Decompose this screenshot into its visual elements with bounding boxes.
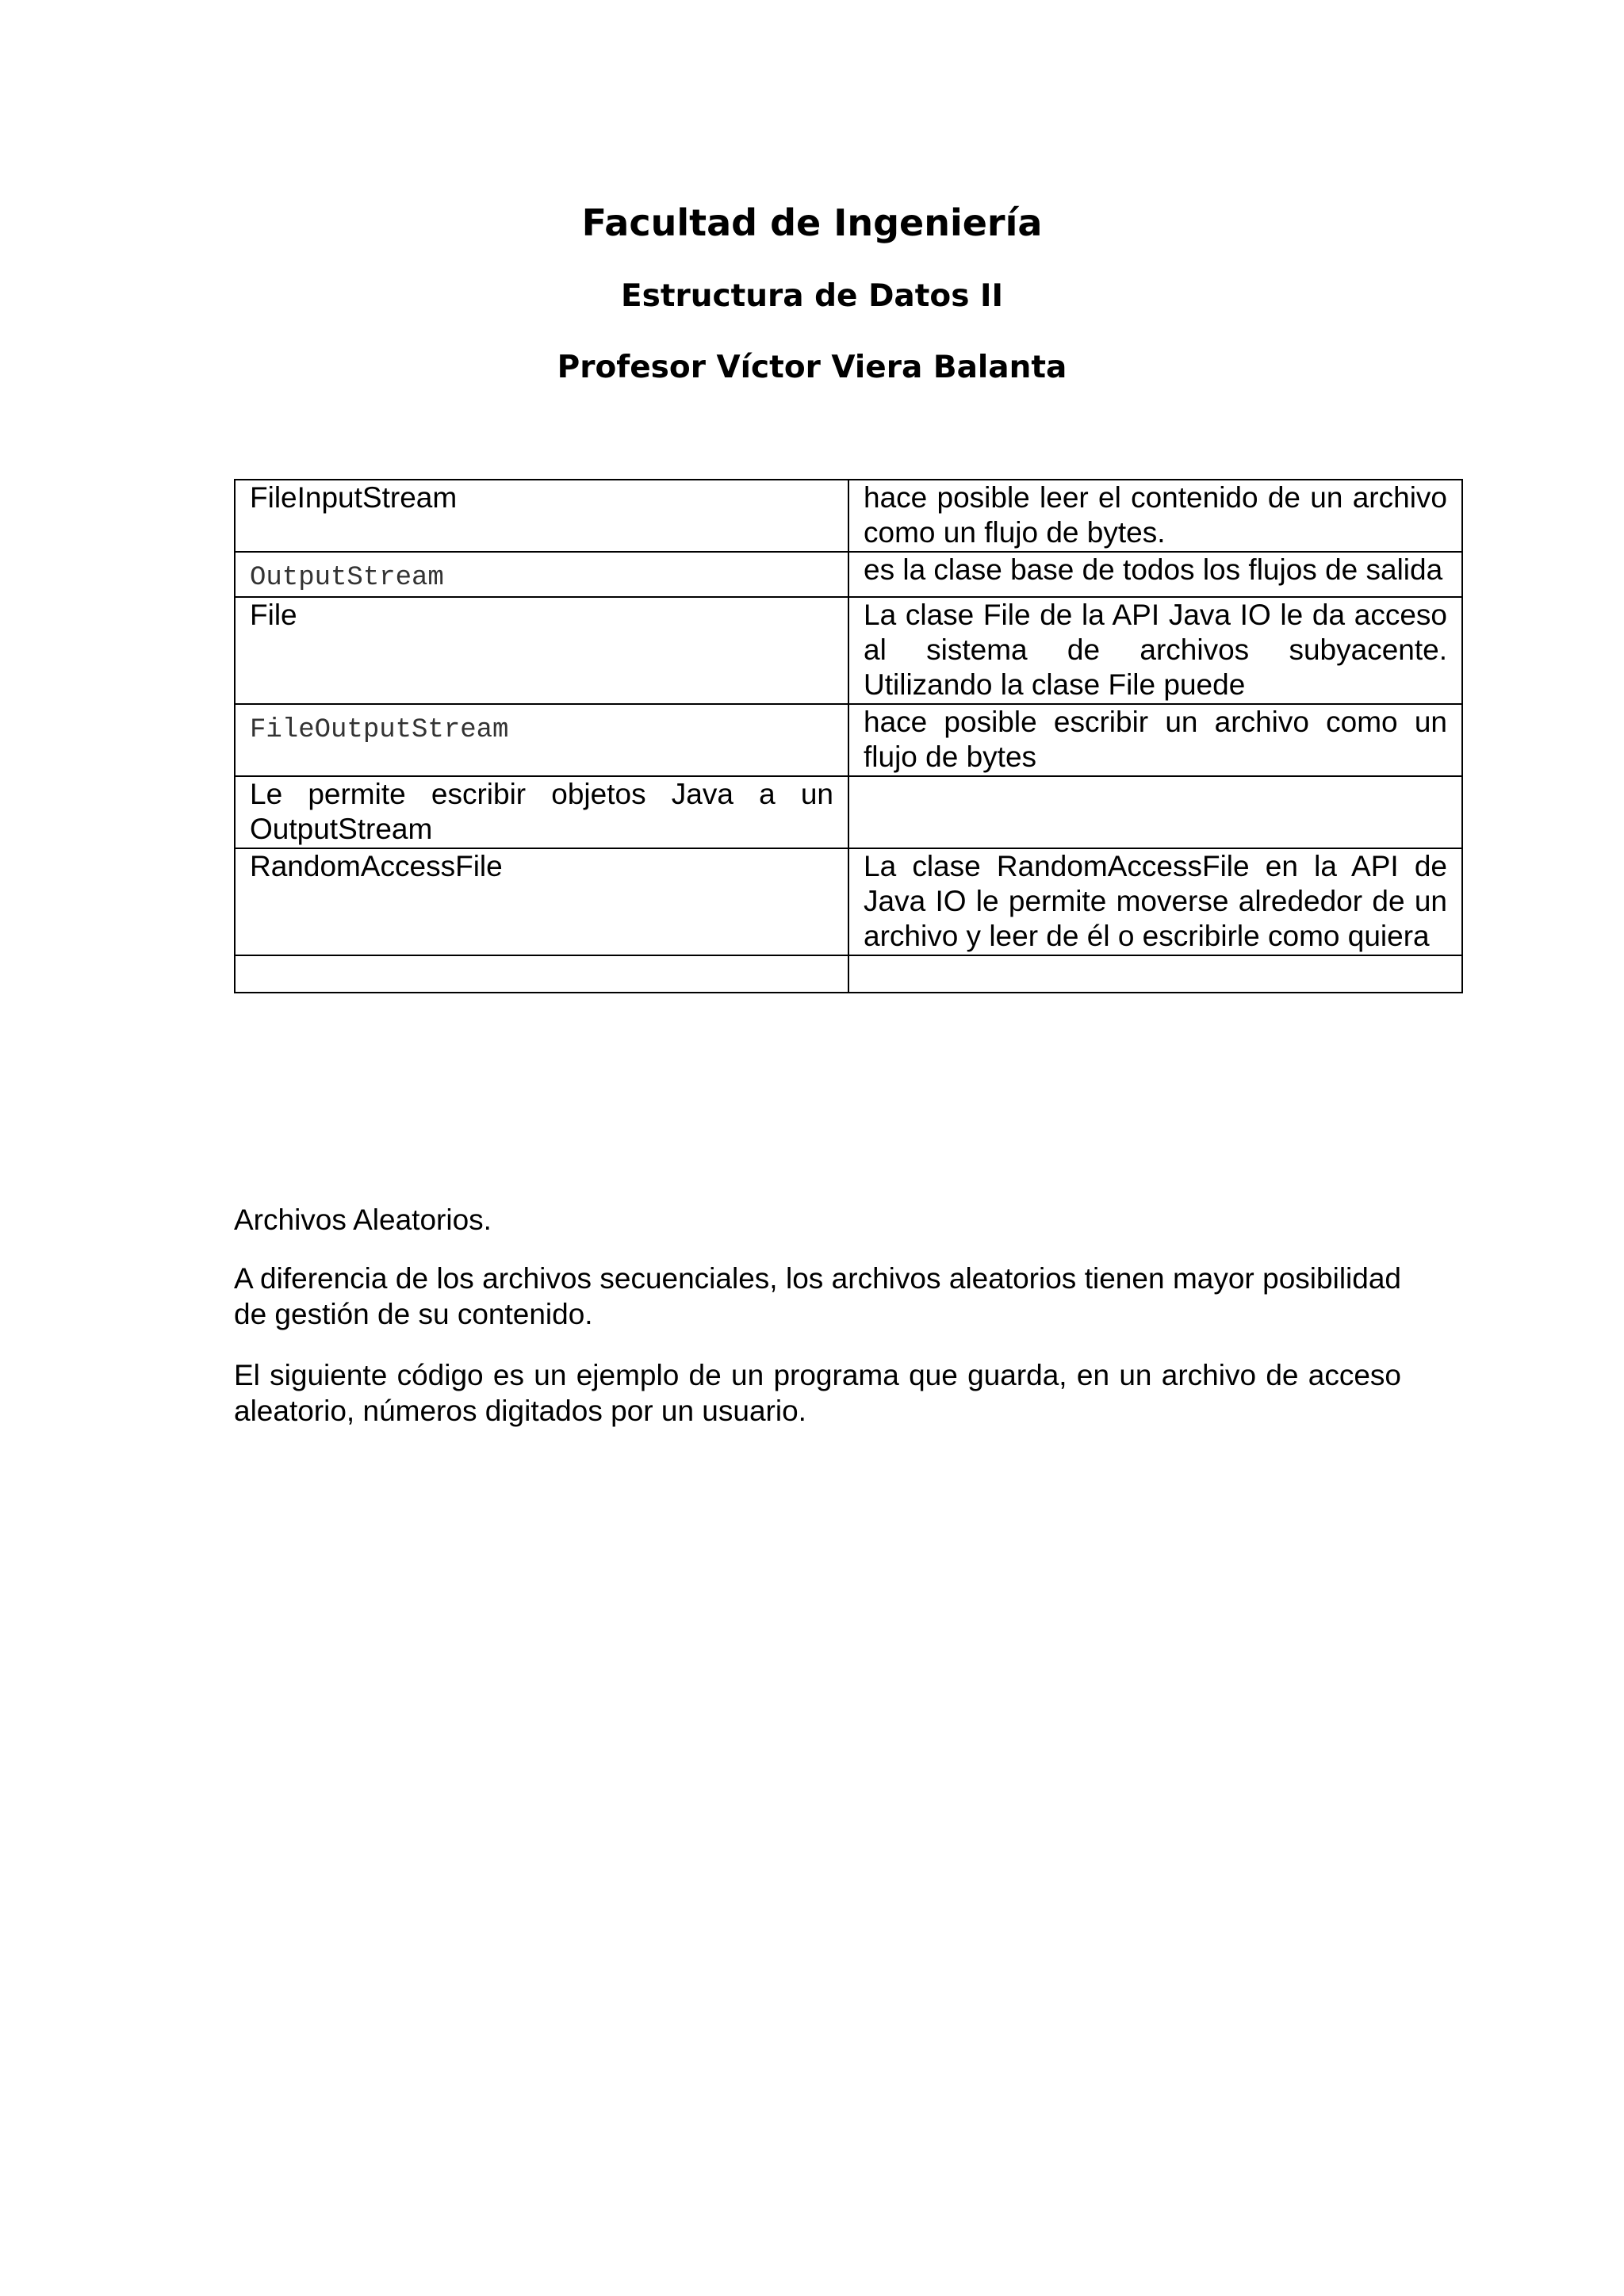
table-cell-description: es la clase base de todos los flujos de salida: [848, 552, 1462, 597]
table-row: [235, 597, 1462, 704]
table-cell-description: [848, 955, 1462, 993]
intro-paragraph: A diferencia de los archivos secuenciales, los archivos aleatorios tienen mayor posibilidad de gestión de su contenido.: [234, 1262, 1401, 1330]
table-cell-description: [848, 776, 1462, 848]
table-cell-term: [235, 552, 848, 597]
professor-name: Profesor Víctor Viera Balanta: [557, 350, 1067, 385]
table-row: [235, 848, 1462, 955]
table-cell-term: [235, 955, 848, 993]
term-text: RandomAccessFile: [250, 850, 503, 882]
term-text: OutputStream: [250, 563, 444, 593]
term-text: File: [250, 599, 297, 631]
term-text: FileOutputStream: [250, 715, 509, 745]
table-cell-term: [235, 597, 848, 704]
table-row: [235, 552, 1462, 597]
faculty-title: Facultad de Ingeniería: [581, 201, 1043, 244]
table-cell-description: La clase File de la API Java IO le da acceso al sistema de archivos subyacente. Utilizando la clase File puede: [848, 597, 1462, 704]
table-cell-description: hace posible leer el contenido de un archivo como un flujo de bytes.: [848, 480, 1462, 552]
term-text: FileInputStream: [250, 481, 458, 514]
table-cell-term: Le permite escribir objetos Java a un OutputStream: [235, 776, 848, 848]
table-cell-term: [235, 480, 848, 552]
table-row: [235, 480, 1462, 552]
table-cell-description: hace posible escribir un archivo como un flujo de bytes: [848, 704, 1462, 776]
table-cell-term: [235, 848, 848, 955]
example-paragraph: El siguiente código es un ejemplo de un programa que guarda, en un archivo de acceso aleatorio, números digitados por un usuario.: [234, 1359, 1401, 1427]
table-row: [235, 776, 1462, 848]
course-title: Estructura de Datos II: [620, 278, 1004, 314]
section-heading: Archivos Aleatorios.: [234, 1203, 492, 1236]
table-row: [235, 704, 1462, 776]
table-cell-description: La clase RandomAccessFile en la API de Java IO le permite moverse alrededor de un archivo y leer de él o escribirle como quiera: [848, 848, 1462, 955]
table-cell-term: [235, 704, 848, 776]
java-io-classes-table: [234, 479, 1463, 993]
table-row: [235, 955, 1462, 993]
